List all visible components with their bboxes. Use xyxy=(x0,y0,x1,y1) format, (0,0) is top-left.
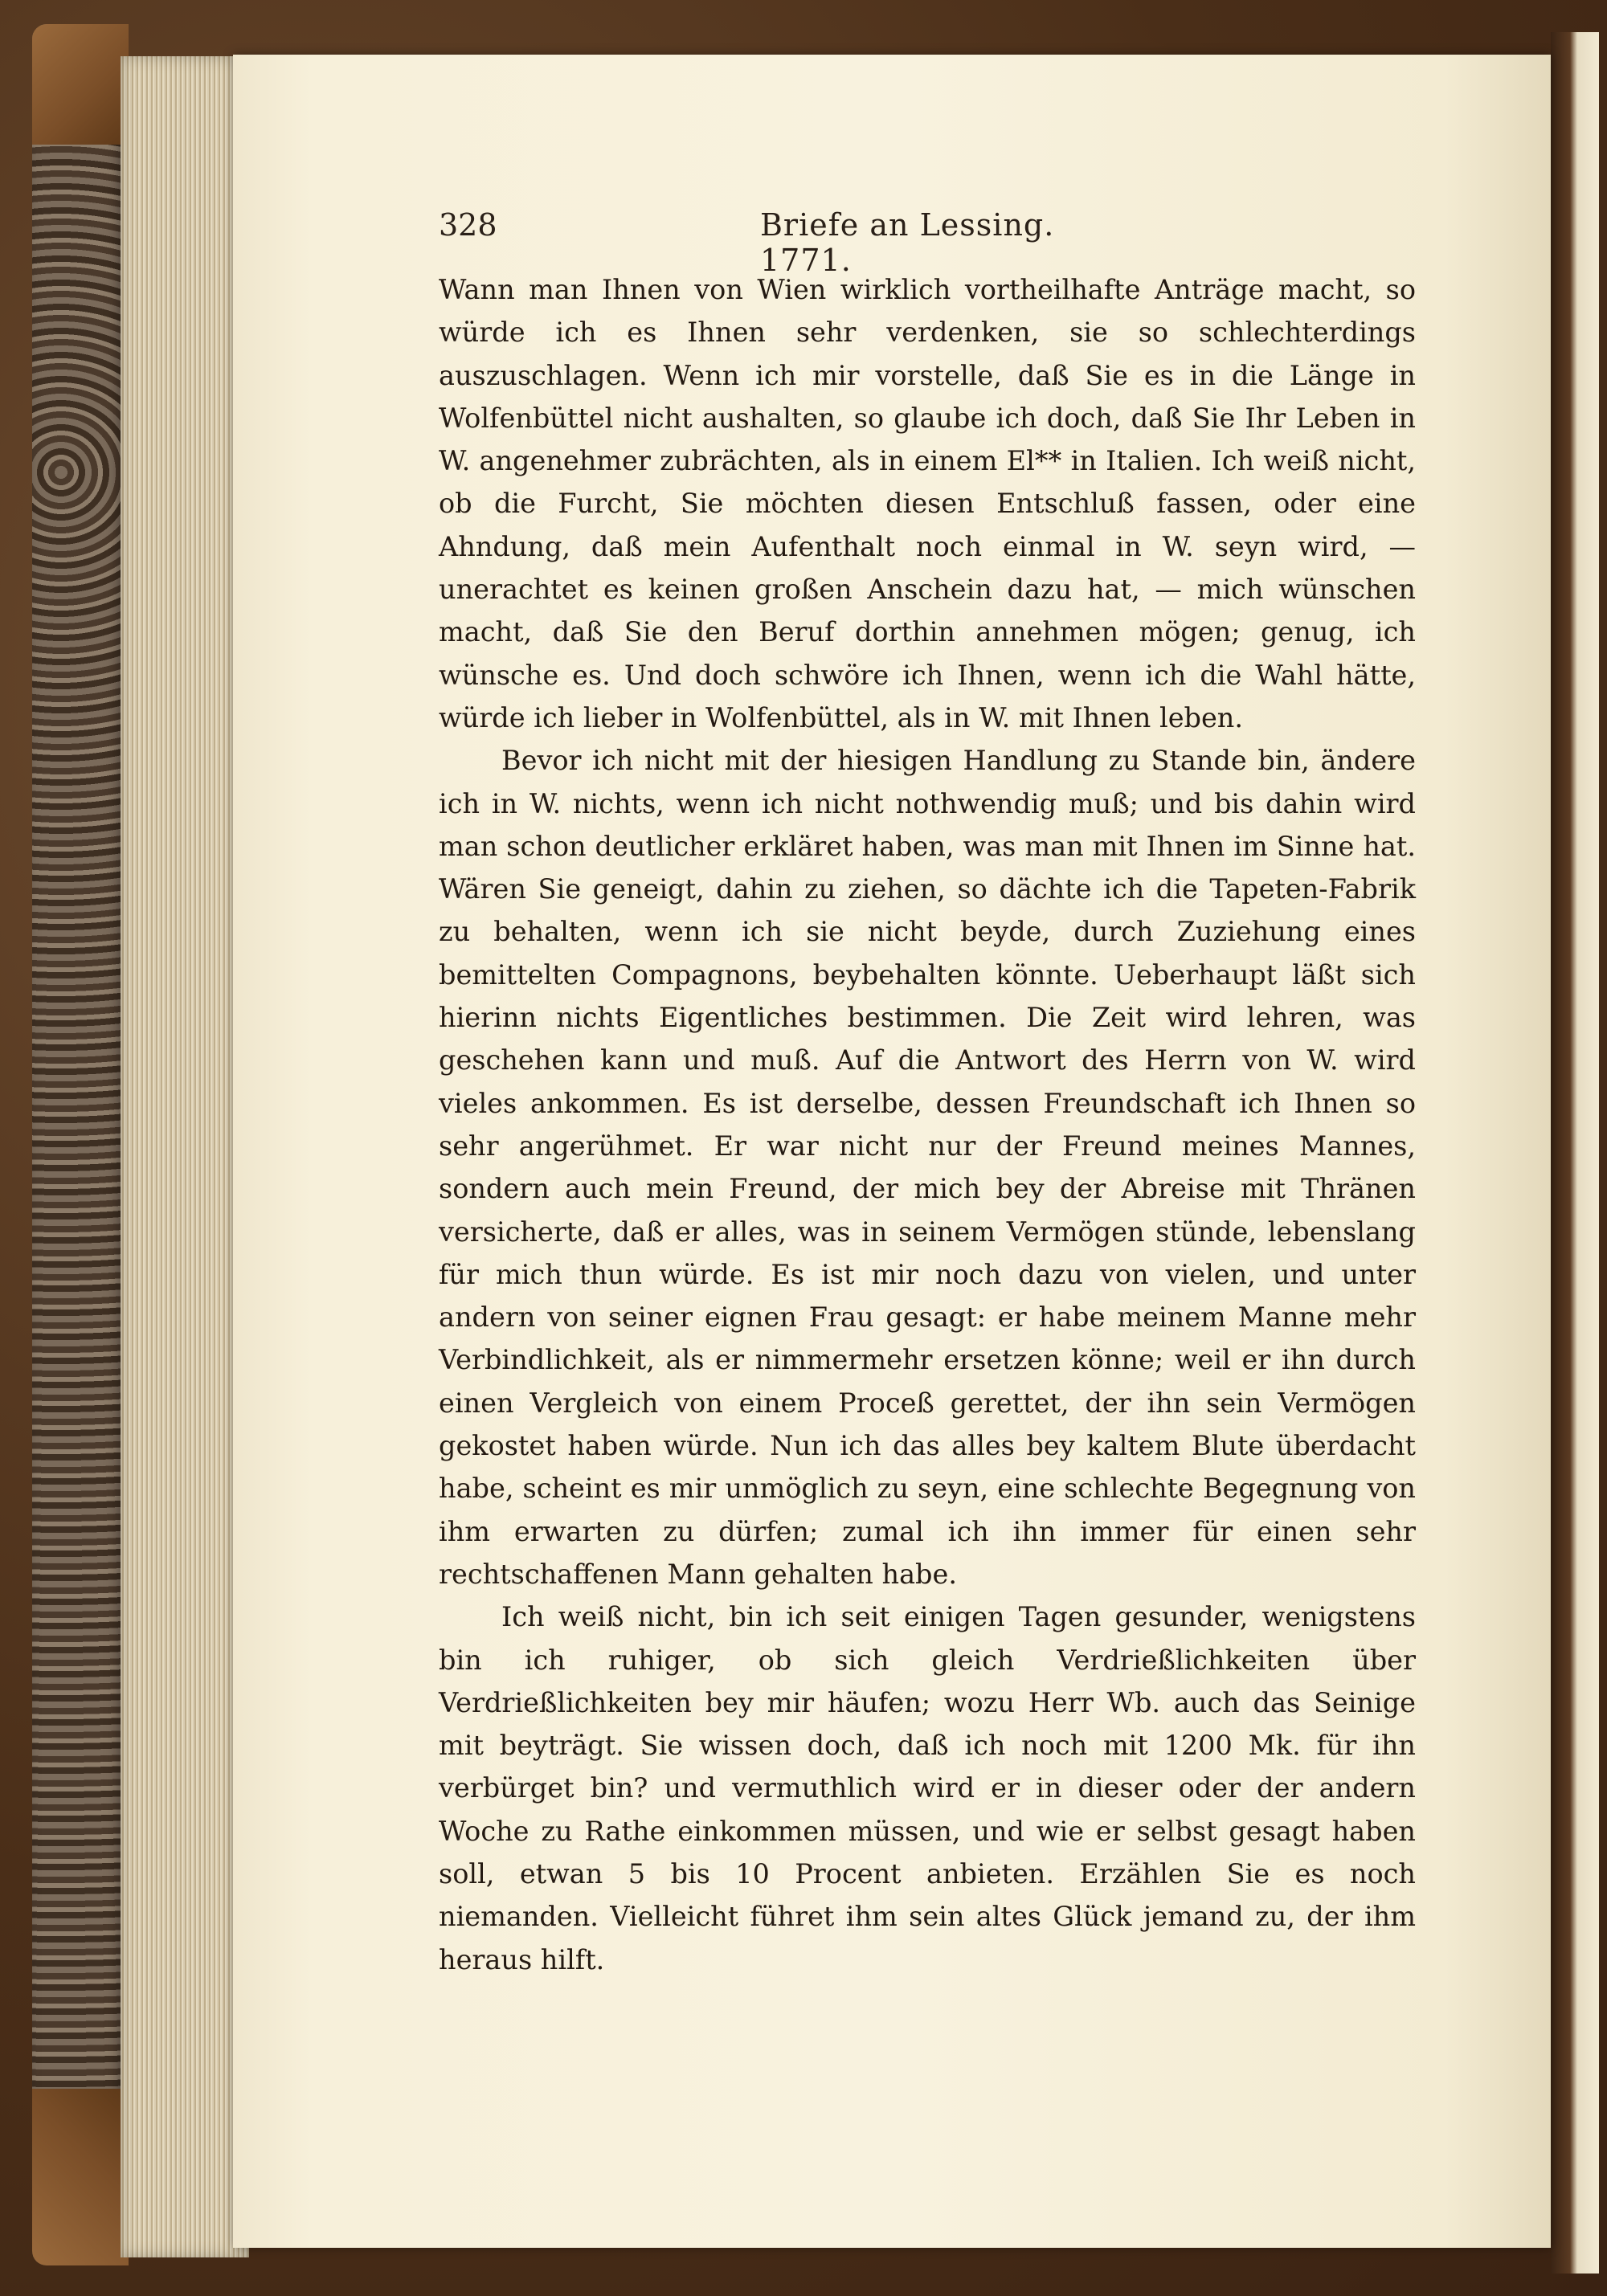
paragraph: Bevor ich nicht mit der hiesigen Handlung zu Stande bin, ändere ich in W. nichts, wenn ich nicht nothwendig muß; und bis dahin wird man schon deutlicher erkläret haben, was man mit Ihnen im Sinne hat. Wären Sie geneigt, dahin zu ziehen, so dächte ich die Tapeten-Fabrik zu behalten, wenn ich sie nicht beyde, durch Zuziehung eines bemittelten Compagnons, beybehalten könnte. Ueberhaupt läßt sich hierinn nichts Eigentliches bestimmen. Die Zeit wird lehren, was geschehen kann und muß. Auf die Antwort des Herrn von W. wird vieles ankommen. Es ist derselbe, dessen Freundschaft ich Ihnen so sehr angerühmet. Er war nicht nur der Freund meines Mannes, sondern auch mein Freund, der mich bey der Abreise mit Thränen versicherte, daß er alles, was in seinem Vermögen stünde, lebenslang für mich thun würde. Es ist mir noch dazu von vielen, und unter andern von seiner eignen Frau gesagt: er habe meinem Manne mehr Verbindlichkeit, als er nimmermehr ersetzen könne; weil er ihn durch einen Vergleich von einem Proceß gerettet, der ihn sein Vermögen gekostet haben würde. Nun ich das alles bey kaltem Blute überdacht habe, scheint es mir unmöglich zu seyn, eine schlechte Begegnung von ihm erwarten zu dürfen; zumal ich ihn immer für einen sehr rechtschaffenen Mann gehalten habe. xyxy=(439,745,1416,1590)
page-edges xyxy=(121,56,249,2257)
leather-corner-top xyxy=(32,24,129,145)
leather-corner-bottom xyxy=(32,2089,129,2265)
running-title: Briefe an Lessing. 1771. xyxy=(760,207,1055,278)
paragraph: Wann man Ihnen von Wien wirklich vortheilhafte Anträge macht, so würde ich es Ihnen sehr verdenken, sie so schlechterdings auszuschlagen. Wenn ich mir vorstelle, daß Sie es in die Länge in Wolfenbüttel nicht aushalten, so glaube ich doch, daß Sie Ihr Leben in W. angenehmer zubrächten, als in einem El** in Italien. Ich weiß nicht, ob die Furcht, Sie möchten diesen Entschluß fassen, oder eine Ahndung, daß mein Aufenthalt noch einmal in W. seyn wird, — unerachtet es keinen großen Anschein dazu hat, — mich wünschen macht, daß Sie den Beruf dorthin annehmen mögen; genug, ich wünsche es. Und doch schwöre ich Ihnen, wenn ich die Wahl hätte, würde ich lieber in Wolfenbüttel, als in W. mit Ihnen leben. xyxy=(439,274,1416,733)
paragraph: Ich weiß nicht, bin ich seit einigen Tagen gesunder, wenigstens bin ich ruhiger, ob sich gleich Verdrießlichkeiten über Verdrießlichkeiten bey mir häufen; wozu Herr Wb. auch das Seinige mit beyträgt. Sie wissen doch, daß ich noch mit 1200 Mk. für ihn verbürget bin? und vermuthlich wird er in dieser oder der andern Woche zu Rathe einkommen müssen, und wie er selbst gesagt haben soll, etwan 5 bis 10 Procent anbieten. Erzählen Sie es noch niemanden. Vielleicht führet ihm sein altes Glück jemand zu, der ihm heraus hilft. xyxy=(439,1601,1416,1975)
page-number: 328 xyxy=(439,207,497,243)
running-header xyxy=(439,207,1122,278)
page-body xyxy=(439,268,1416,1981)
facing-page-edge xyxy=(1551,32,1599,2274)
marbled-cover-board xyxy=(32,24,129,2265)
